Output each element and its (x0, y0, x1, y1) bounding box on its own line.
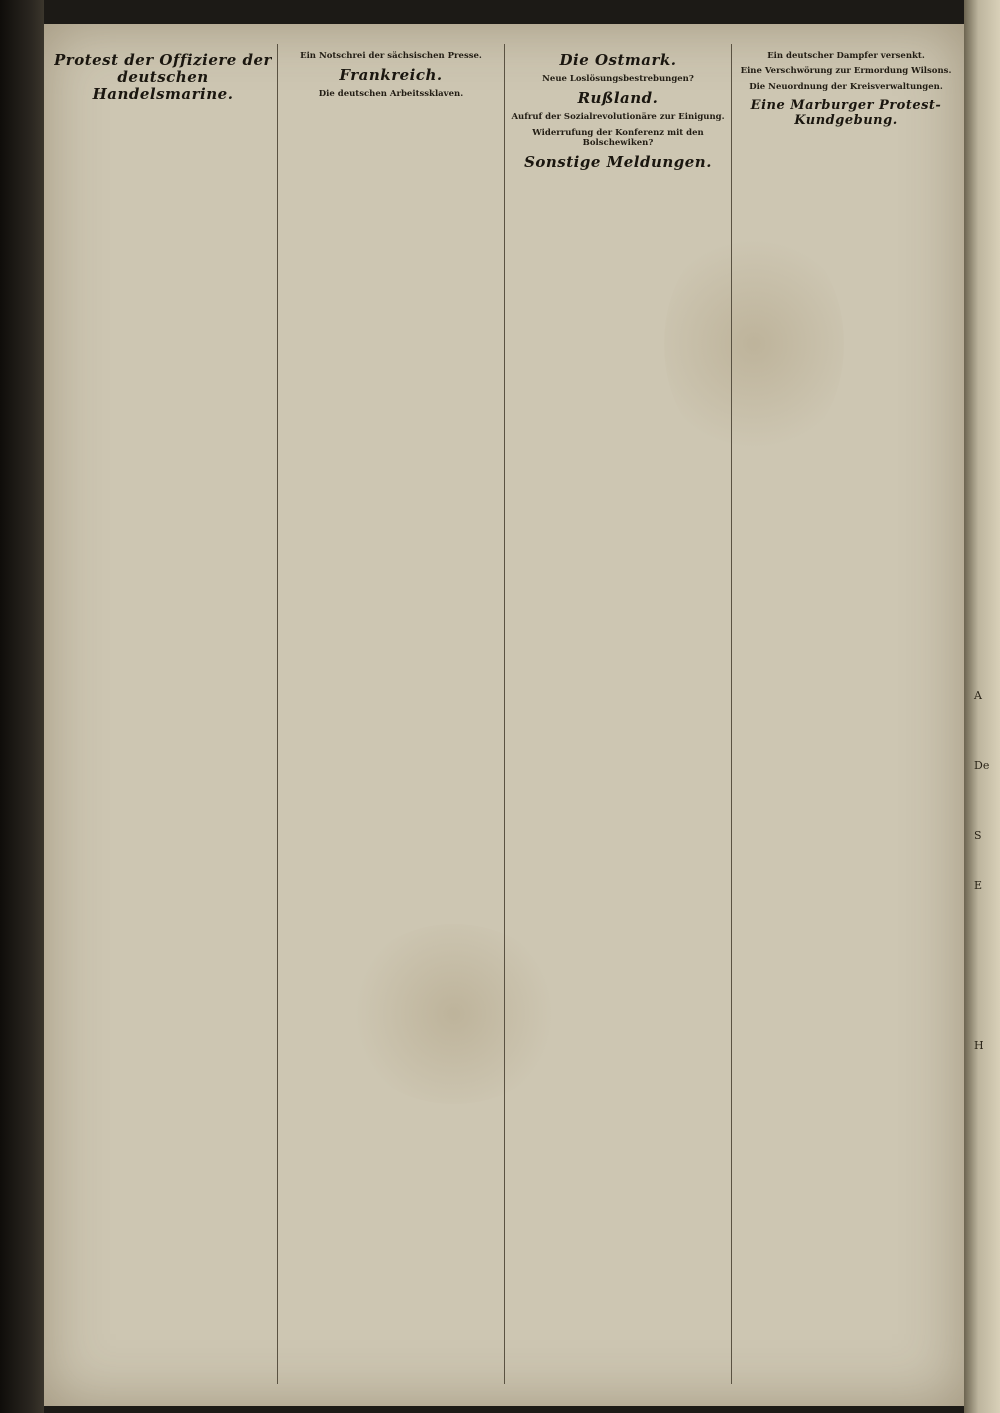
article-headline: Eine Marburger Protest-Kundgebung. (750, 97, 942, 128)
scan-left-edge (0, 0, 44, 1413)
article-headline: Die Ostmark. (559, 51, 677, 69)
column-3 (510, 46, 726, 1386)
column-rule (731, 44, 732, 1384)
section-subheading: Ein Notschrei der sächsischen Presse. (300, 51, 482, 61)
section-subheading: Widerrufung der Konferenz mit den Bolschewiken? (532, 127, 704, 148)
section-subheading: Die Neuordnung der Kreisverwaltungen. (749, 81, 943, 92)
scan-right-edge (964, 0, 1000, 1413)
newspaper-page (44, 24, 964, 1406)
article-headline: Protest der Offiziere der deutschen Handelsmarine. (54, 51, 272, 103)
article-headline: Sonstige Meldungen. (524, 153, 712, 172)
column-2 (283, 46, 499, 1386)
adjacent-page-fragment: De (974, 759, 990, 772)
adjacent-page-fragment: A (974, 689, 982, 702)
column-1 (54, 46, 272, 1386)
adjacent-page-fragment: S (974, 829, 982, 842)
article-headline: Frankreich. (339, 66, 443, 85)
column-rule (504, 44, 505, 1384)
article-headline: Rußland. (577, 89, 659, 108)
column-rule (277, 44, 278, 1384)
section-subheading: Eine Verschwörung zur Ermordung Wilsons. (740, 66, 952, 77)
section-subheading: Die deutschen Arbeitssklaven. (318, 89, 464, 100)
adjacent-page-fragment: E (974, 879, 983, 892)
section-subheading: Aufruf der Sozialrevolutionäre zur Einigung. (511, 112, 725, 123)
section-subheading: Neue Loslösungsbestrebungen? (542, 74, 694, 84)
adjacent-page-fragment: H (974, 1039, 984, 1052)
column-4 (737, 46, 955, 1386)
section-subheading: Ein deutscher Dampfer versenkt. (767, 51, 925, 61)
